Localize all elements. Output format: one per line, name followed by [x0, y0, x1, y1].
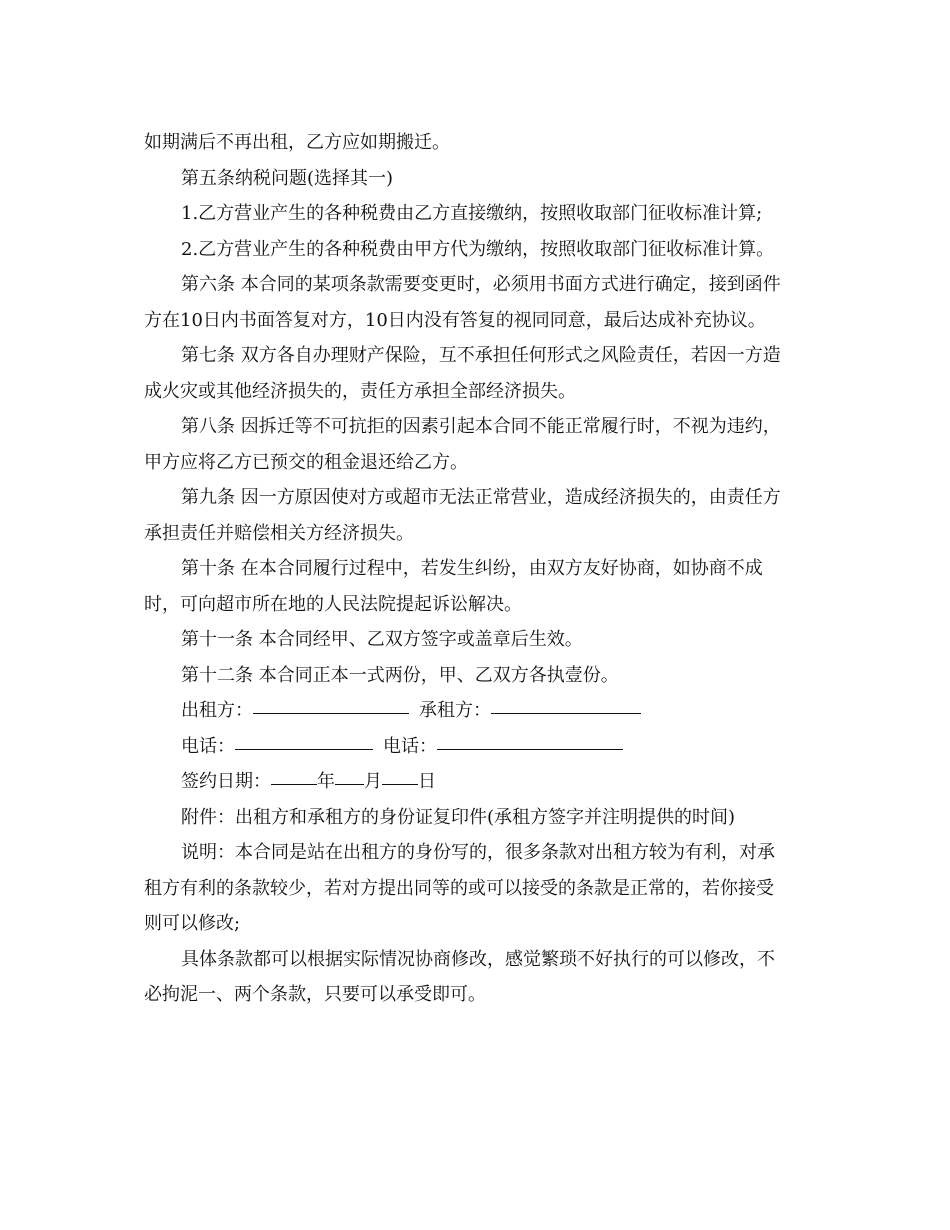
day-blank[interactable]	[382, 766, 418, 785]
explanation-line-2: 租方有利的条款较少，若对方提出同等的或可以接受的条款是正常的，若你接受	[144, 877, 774, 899]
article-10-line-2: 时，可向超市所在地的人民法院提起诉讼解决。	[144, 593, 522, 615]
month-label: 月	[364, 771, 382, 792]
article-9-line-2: 承担责任并赔偿相关方经济损失。	[144, 522, 414, 544]
article-6-line-2: 方在10日内书面答复对方，10日内没有答复的视同同意，最后达成补充协议。	[144, 309, 766, 331]
document-body	[144, 125, 804, 1013]
final-note-line-2: 必拘泥一、两个条款，只要可以承受即可。	[144, 984, 486, 1005]
final-note-line-1: 具体条款都可以根据实际情况协商修改，感觉繁琐不好执行的可以修改，不	[181, 948, 775, 970]
signing-date-label: 签约日期：	[181, 771, 271, 792]
lessor-signature-blank[interactable]	[253, 695, 409, 714]
lessee-telephone-label: 电话：	[383, 735, 437, 757]
month-blank[interactable]	[335, 766, 364, 785]
article-8-line-1: 第八条 因拆迁等不可抗拒的因素引起本合同不能正常履行时，不视为违约，	[181, 416, 781, 437]
article-5-option-1: 1.乙方营业产生的各种税费由乙方直接缴纳，按照收取部门征收标准计算;	[181, 203, 763, 224]
year-label: 年	[317, 771, 335, 792]
explanation-line-1: 说明：本合同是站在出租方的身份写的，很多条款对出租方较为有利，对承	[181, 842, 775, 863]
article-6-line-1: 第六条 本合同的某项条款需要变更时，必须用书面方式进行确定，接到函件	[181, 274, 781, 295]
article-11: 第十一条 本合同经甲、乙双方签字或盖章后生效。	[181, 629, 583, 650]
lessee-signature-blank[interactable]	[491, 695, 641, 714]
paragraph-continuation: 如期满后不再出租，乙方应如期搬迁。	[144, 132, 450, 153]
day-label: 日	[418, 771, 436, 792]
article-10-line-1: 第十条 在本合同履行过程中，若发生纠纷，由双方友好协商，如协商不成	[181, 558, 763, 579]
article-5-title: 第五条纳税问题(选择其一)	[181, 167, 394, 189]
signing-date-row	[144, 764, 804, 800]
lessor-telephone-blank[interactable]	[235, 731, 373, 750]
article-8-line-2: 甲方应将乙方已预交的租金退还给乙方。	[144, 451, 468, 473]
lessee-label: 承租方：	[419, 700, 491, 721]
explanation-line-3: 则可以修改;	[144, 913, 241, 934]
article-7-line-2: 成火灾或其他经济损失的，责任方承担全部经济损失。	[144, 380, 576, 402]
telephone-row	[144, 729, 804, 765]
article-9-line-1: 第九条 因一方原因使对方或超市无法正常营业，造成经济损失的，由责任方	[181, 487, 781, 508]
article-5-option-2: 2.乙方营业产生的各种税费由甲方代为缴纳，按照收取部门征收标准计算。	[181, 238, 775, 260]
lessor-label: 出租方：	[181, 700, 253, 721]
lessor-telephone-label: 电话：	[181, 735, 235, 757]
attachment-note: 附件：出租方和承租方的身份证复印件(承租方签字并注明提供的时间)	[181, 806, 736, 828]
lessee-telephone-blank[interactable]	[437, 731, 623, 750]
article-12: 第十二条 本合同正本一式两份，甲、乙双方各执壹份。	[181, 664, 619, 686]
signature-parties-row	[144, 693, 804, 729]
year-blank[interactable]	[271, 766, 317, 785]
article-7-line-1: 第七条 双方各自办理财产保险，互不承担任何形式之风险责任，若因一方造	[181, 345, 781, 366]
